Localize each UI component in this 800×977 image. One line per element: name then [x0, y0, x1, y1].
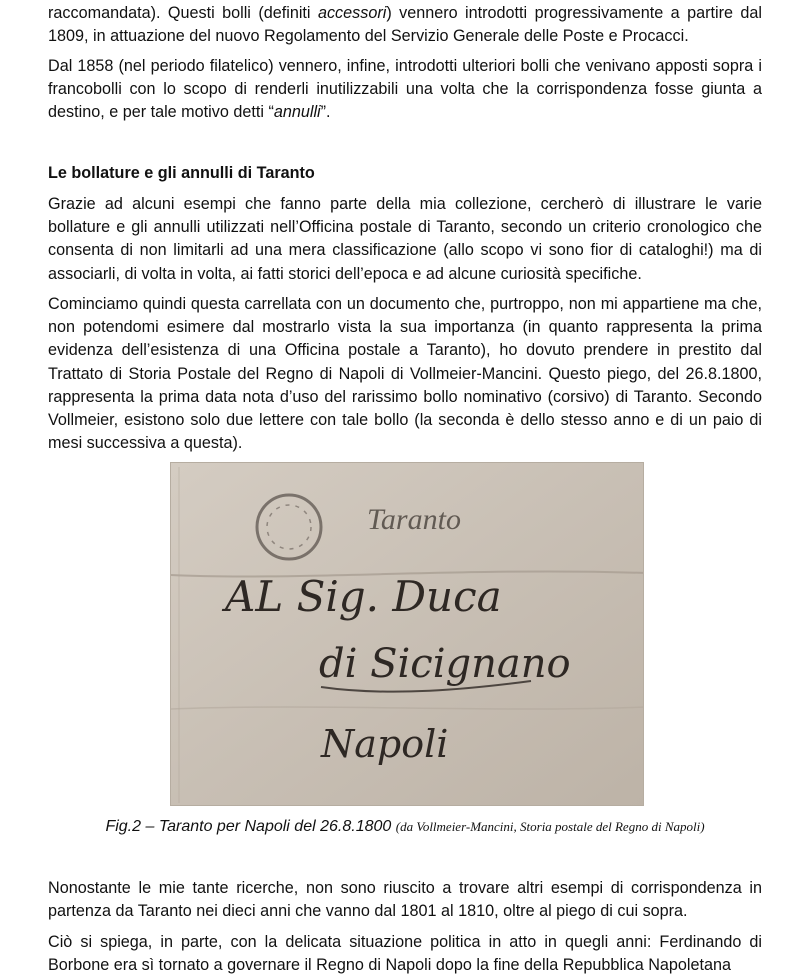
paragraph-intro-collection: Grazie ad alcuni esempi che fanno parte della mia collezione, cercherò di illustrare le varie bollature e gli annulli utilizzati nell’Officina postale di Taranto, secondo un criterio cronologico che consenta di non limitarli ad una mera classificazione (allo scopo vi sono fior di cataloghi!) ma di associarli, di volta in volta, ai fatti storici dell’epoca e ad alcune curiosità specifiche.	[48, 195, 762, 283]
paragraph-first-document: Cominciamo quindi questa carrellata con un documento che, purtroppo, non mi appartiene ma che, non potendomi esimere dal mostrarlo vista la sua importanza (in quanto rappresenta la prima evidenza dell’esistenza di una Officina postale a Taranto), ho dovuto prendere in prestito dal Trattato di Storia Postale del Regno di Napoli di Vollmeier-Mancini. Questo piego, del 26.8.1800, rappresenta la prima data nota d’uso del rarissimo bollo nominativo (corsivo) di Taranto. Secondo Vollmeier, esistono solo due lettere con tale bollo (la seconda è dello stesso anno e di un paio di mesi successiva a questa).	[48, 295, 762, 453]
figure-caption	[48, 816, 762, 838]
paragraph-text: ”.	[320, 103, 331, 122]
paragraph-text: Dal 1858 (nel periodo filatelico) vennero, infine, introdotti ulteriori bolli che venivano apposti sopra i francobolli con lo scopo di renderli inutilizzabili una volta che la corrispondenza fosse giunta a destino, e per tale motivo detti “	[48, 57, 762, 122]
paragraph-political-context: Ciò si spiega, in parte, con la delicata situazione politica in atto in quegli anni: Ferdinando di Borbone era sì tornato a governare il Regno di Napoli dopo la fine della Repubblica Napoletana	[48, 933, 762, 975]
paragraph-accessori	[48, 2, 762, 48]
emphasis-annulli: annulli	[273, 103, 321, 122]
caption-source: (da Vollmeier-Mancini, Storia postale del Regno di Napoli)	[395, 819, 705, 834]
section-heading: Le bollature e gli annulli di Taranto	[48, 164, 315, 182]
paragraph-research: Nonostante le mie tante ricerche, non sono riuscito a trovare altri esempi di corrispondenza in partenza da Taranto nei dieci anni che vanno dal 1801 al 1810, oltre al piego di cui sopra.	[48, 879, 762, 921]
taranto-stamp: Taranto	[367, 503, 461, 536]
paragraph-text: raccomandata). Questi bolli (definiti	[48, 4, 318, 22]
address-line-3: Napoli	[321, 722, 449, 766]
address-line-2: di Sicignano	[319, 641, 571, 687]
paragraph-annulli	[48, 55, 762, 125]
caption-title: Fig.2 – Taranto per Napoli del 26.8.1800	[105, 818, 392, 835]
letter-illustration	[171, 463, 644, 806]
address-line-1: AL Sig. Duca	[225, 572, 502, 621]
letter-image	[170, 462, 644, 806]
emphasis-accessori: accessori	[317, 4, 387, 22]
paragraph-text: ) vennero introdotti progressivamente a partire dal 1809, in attuazione del nuovo Regolamento del Servizio Generale delle Poste e Procacci.	[48, 4, 762, 46]
